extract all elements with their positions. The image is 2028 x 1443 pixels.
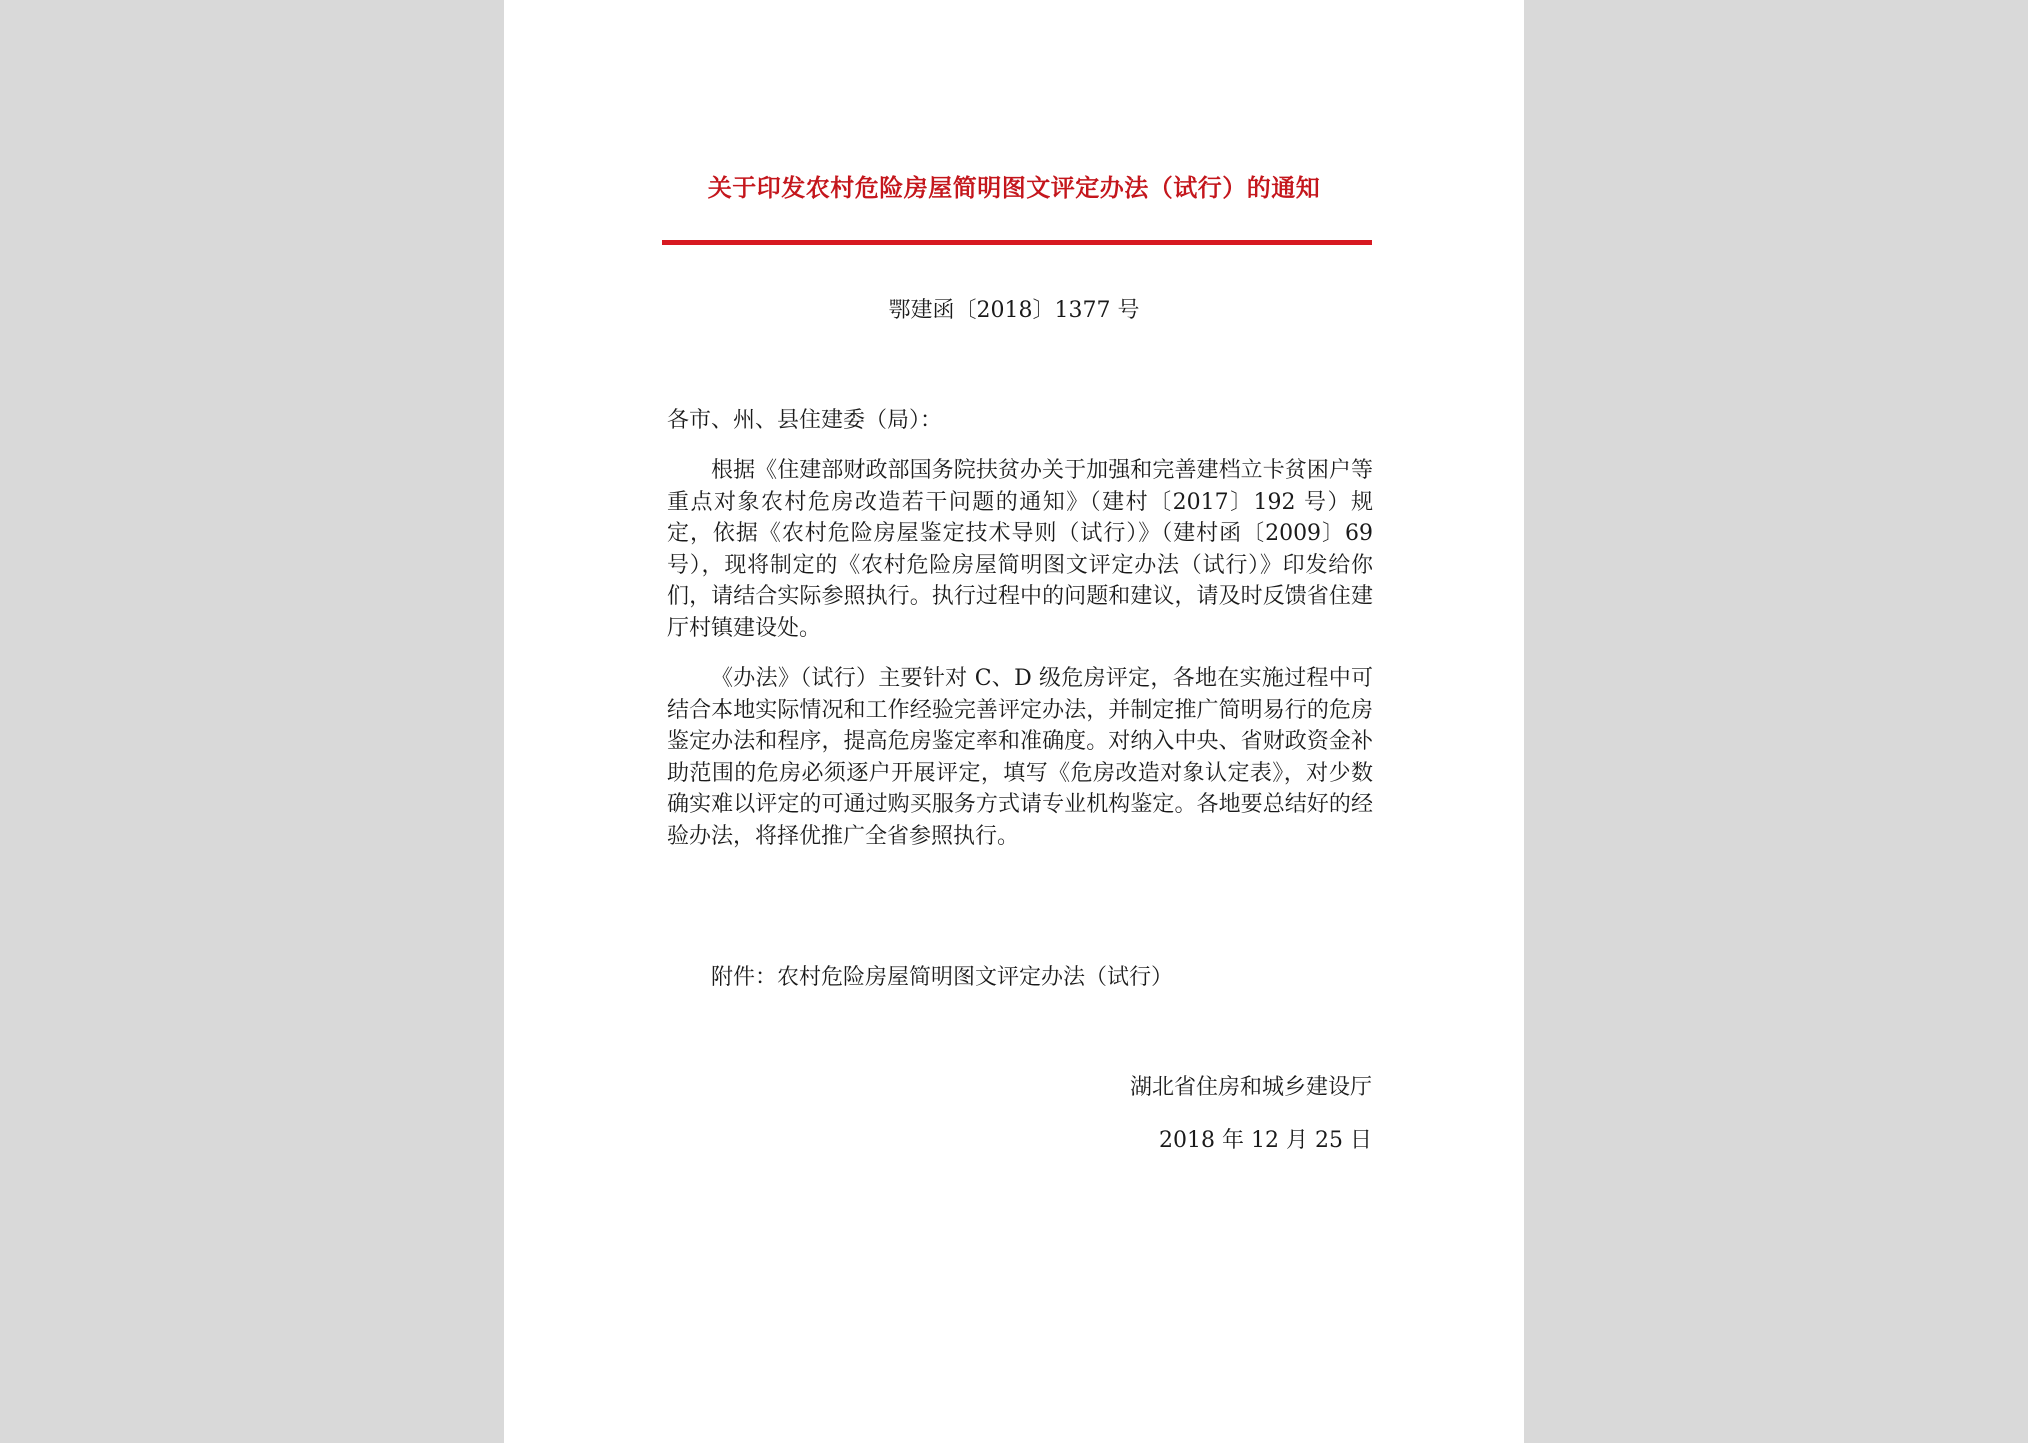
document-page — [504, 0, 1524, 1443]
salutation: 各市、州、县住建委（局）： — [667, 408, 943, 433]
document-number: 鄂建函〔2018〕1377 号 — [888, 298, 1140, 323]
attachment-line: 附件：农村危险房屋简明图文评定办法（试行） — [711, 965, 1174, 990]
document-title: 关于印发农村危险房屋简明图文评定办法（试行）的通知 — [707, 173, 1321, 202]
body-paragraph: 《办法》（试行）主要针对 C、D 级危房评定，各地在实施过程中可结合本地实际情况和工作经验完善评定办法，并制定推广简明易行的危房鉴定办法和程序，提高危房鉴定率和准确度。对纳入中央、省财政资金补助范围的危房必须逐户开展评定，填写《危房改造对象认定表》，对少数确实难以评定的可通过购买服务方式请专业机构鉴定。各地要总结好的经验办法，将择优推广全省参照执行。 — [667, 666, 1373, 849]
issue-date: 2018 年 12 月 25 日 — [1159, 1128, 1372, 1153]
issuing-authority: 湖北省住房和城乡建设厅 — [1129, 1075, 1372, 1100]
red-header-rule — [662, 240, 1372, 245]
body-paragraph: 根据《住建部财政部国务院扶贫办关于加强和完善建档立卡贫困户等重点对象农村危房改造若干问题的通知》（建村〔2017〕192 号）规定，依据《农村危险房屋鉴定技术导则（试行）》（建村函〔2009〕69 号），现将制定的《农村危险房屋简明图文评定办法（试行）》印发给你们，请结合实际参照执行。执行过程中的问题和建议，请及时反馈省住建厅村镇建设处。 — [667, 458, 1373, 641]
